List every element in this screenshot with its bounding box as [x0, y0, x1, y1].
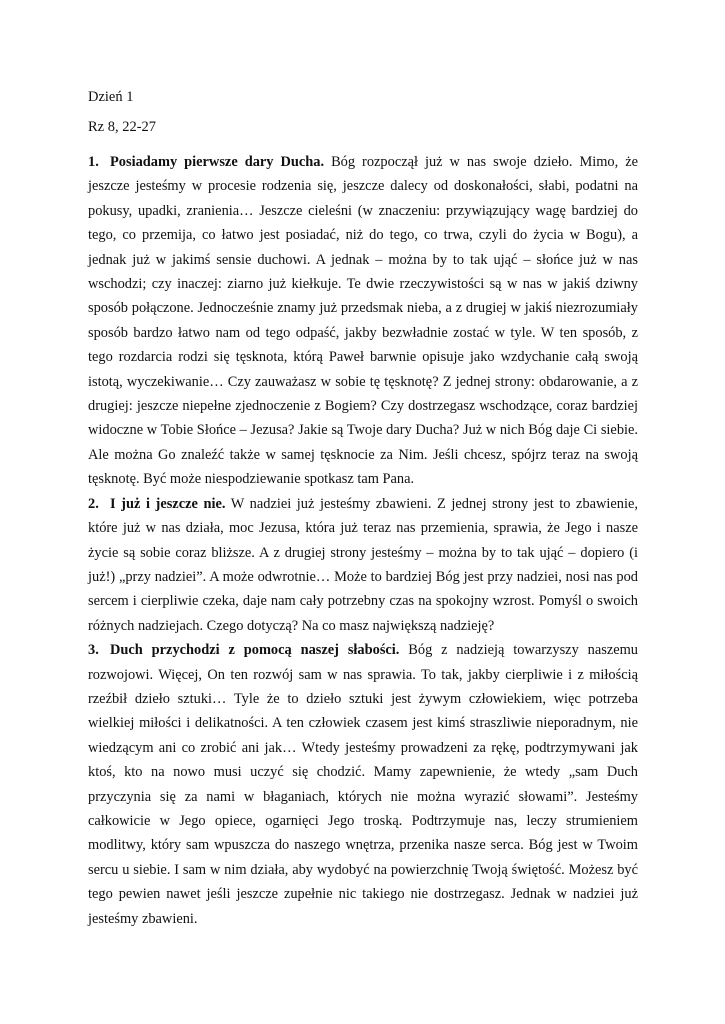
point-number: 2. [88, 495, 99, 512]
point-title: Posiadamy pierwsze dary Ducha. [110, 154, 325, 170]
point-2 [88, 492, 638, 638]
point-1 [88, 150, 638, 492]
scripture-reference: Rz 8, 22-27 [88, 119, 157, 135]
point-text: Bóg z nadzieją towarzyszy naszemu rozwojowi. Więcej, On ten rozwój sam w nas sprawia. To tak, jakby cierpliwie i z miłością rzeźbił dzieło sztuki… Tyle że to dzieło sztuki jest żywym człowiekiem, więc potrzeba wielkiej miłości i delikatności. A ten człowiek czasem jest kimś straszliwie nieporadnym, nie wiedzącym ani co zrobić ani jak… Wtedy jesteśmy prowadzeni za rękę, podtrzymywani jak ktoś, kto na nowo musi uczyć się chodzić. Mamy zapewnienie, że wtedy „sam Duch przyczynia się za nami w błaganiach, których nie można wyrazić słowami”. Jesteśmy całkowicie w Jego opiece, ogarnięci Jego troską. Podtrzymuje nas, leczy strumieniem modlitwy, który sam wpuszcza do naszego wnętrza, przenika nasze serca. Bóg jest w Twoim sercu u siebie. I sam w nim działa, aby wydobyć na powierzchnię Twoją świętość. Możesz być tego pewien nawet jeśli jeszcze zupełnie nic takiego nie dostrzegasz. Jednak w nadziei już jesteśmy zbawieni. [88, 642, 638, 927]
point-number: 3. [88, 642, 99, 659]
point-text: W nadziei już jesteśmy zbawieni. Z jednej strony jest to zbawienie, które już w nas działa, moc Jezusa, która już teraz nas przemienia, sprawia, że Jego i nasze życie są sobie coraz bliższe. A z drugiej strony jesteśmy – można by to tak ująć – dopiero (i już!) „przy nadziei”. A może odwrotnie… Może to bardziej Bóg jest przy nadziei, nosi nas pod sercem i cierpliwie czeka, daje nam cały potrzebny czas na spokojny wzrost. Pomyśl o swoich różnych nadziejach. Czego dotyczą? Na co masz największą nadzieję? [88, 495, 638, 634]
point-title: I już i jeszcze nie. [110, 495, 226, 512]
reflection-body [88, 150, 638, 931]
day-heading: Dzień 1 [88, 89, 134, 105]
point-title: Duch przychodzi z pomocą naszej słabości. [110, 642, 400, 659]
point-text: Bóg rozpoczął już w nas swoje dzieło. Mimo, że jeszcze jesteśmy w procesie rodzenia się, jeszcze dalecy od doskonałości, słabi, podatni na pokusy, upadki, zranienia… Jeszcze cieleśni (w znaczeniu: przywiązujący wagę bardziej do tego, co przemija, co łatwo jest posiadać, niż do tego, co trwa, czyli do życia w Bogu), a jednak już w jakimś sensie duchowi. A jednak – można by to tak ująć – słońce już w nas wschodzi; czy inaczej: ziarno już kiełkuje. Te dwie rzeczywistości są w nas w jakiś dziwny sposób połączone. Jednocześnie znamy już przedsmak nieba, a z drugiej w jakiś niezrozumiały sposób bardzo łatwo nam od tego odpaść, jakby bezwładnie zostać w tyle. W ten sposób, z tego rozdarcia rodzi się tęsknota, którą Paweł barwnie opisuje jako wzdychanie całą swoją istotą, wyczekiwanie… Czy zauważasz w sobie tę tęsknotę? Z jednej strony: obdarowanie, a z drugiej: jeszcze niepełne zjednoczenie z Bogiem? Czy dostrzegasz wschodzące, coraz bardziej widoczne w Tobie Słońce – Jezusa? Jakie są Twoje dary Ducha? Już w nich Bóg daje Ci siebie. Ale można Go znaleźć także w samej tęsknocie za Nim. Jeśli chcesz, spójrz teraz na swoją tęsknotę. Być może niespodziewanie spotkasz tam Pana. [88, 154, 638, 488]
point-number: 1. [88, 154, 99, 170]
point-3 [88, 638, 638, 931]
